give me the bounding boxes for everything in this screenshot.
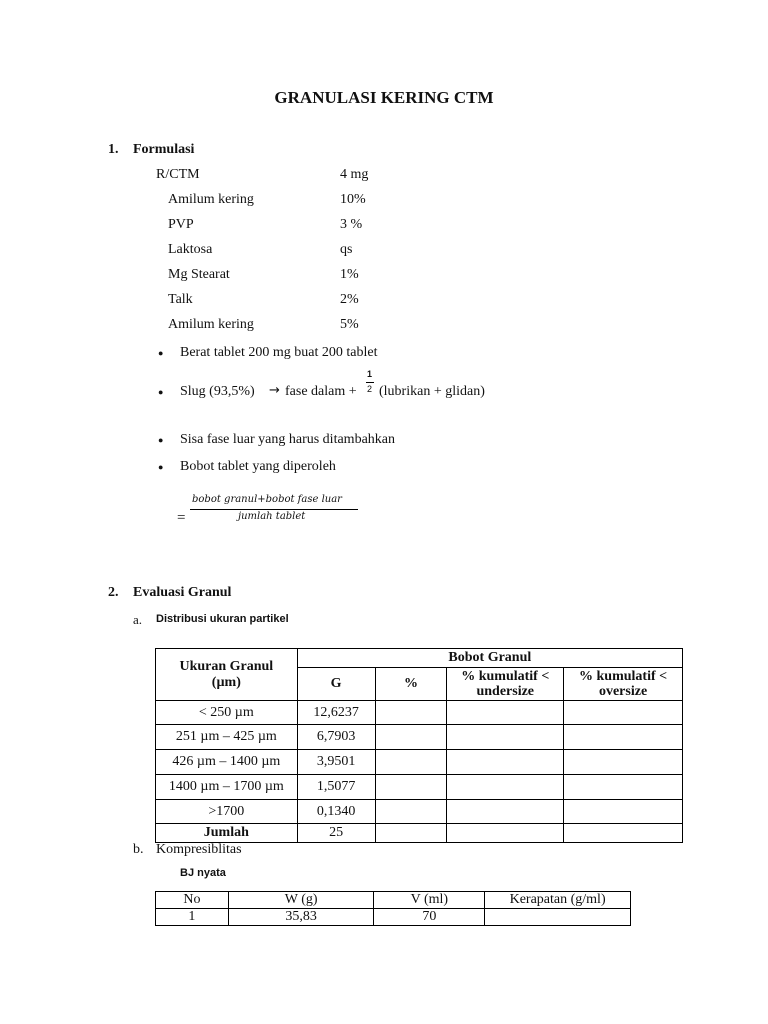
formula-fraction-line [190, 509, 358, 510]
formulation-item-name: Laktosa [168, 242, 213, 257]
cell-percent [375, 824, 447, 843]
cell-undersize [447, 725, 564, 750]
subsection-a-label: a. [133, 612, 143, 627]
header-over-line1: % kumulatif < [579, 669, 668, 684]
section-1-title: Formulasi [133, 142, 195, 157]
cell-oversize [564, 701, 683, 725]
header-over-line2: oversize [598, 684, 648, 699]
formulation-item-name: Amilum kering [168, 317, 254, 332]
formulation-item-value: 2% [340, 292, 359, 307]
cell-size: 426 µm – 1400 µm [156, 750, 298, 775]
header-density: Kerapatan (g/ml) [485, 892, 631, 909]
table-row [156, 909, 631, 926]
cell-size: >1700 [156, 800, 298, 824]
header-weight: W (g) [228, 892, 374, 909]
bj-nyata-label: BJ nyata [180, 867, 226, 879]
cell-undersize [447, 824, 564, 843]
formulation-item-value: 3 % [340, 217, 363, 232]
formulation-item-value: 1% [340, 267, 359, 282]
cell-g: 6,7903 [297, 725, 375, 750]
formulation-item-name: Amilum kering [168, 192, 254, 207]
formulation-item-name: PVP [168, 217, 194, 232]
table-row [156, 701, 683, 725]
fraction-denominator: 2 [367, 384, 373, 394]
header-under-line1: % kumulatif < [461, 669, 550, 684]
bullet-slug-post: (lubrikan + glidan) [379, 384, 485, 399]
cell-size: 251 µm – 425 µm [156, 725, 298, 750]
page-title: GRANULASI KERING CTM [274, 88, 494, 107]
fraction-numerator: 1 [367, 369, 373, 379]
formula-denominator: jumlah tablet [238, 511, 306, 522]
cell-oversize [564, 800, 683, 824]
cell-size: 1400 µm – 1700 µm [156, 775, 298, 800]
formulation-item-name: Mg Stearat [168, 267, 230, 282]
table-header-row [156, 892, 631, 909]
header-percent: % [375, 668, 447, 701]
cell-percent [375, 725, 447, 750]
bullet-slug-text: Slug (93,5%) [180, 384, 255, 399]
cell-undersize [447, 775, 564, 800]
cell-no: 1 [156, 909, 229, 926]
bullet-text: Sisa fase luar yang harus ditambahkan [180, 432, 395, 447]
cell-g: 1,5077 [297, 775, 375, 800]
header-g: G [297, 668, 375, 701]
compressibility-table [155, 891, 631, 926]
header-volume: V (ml) [374, 892, 485, 909]
cell-density [485, 909, 631, 926]
formulation-item-name: R/CTM [156, 167, 200, 182]
bullet-text: Bobot tablet yang diperoleh [180, 459, 336, 474]
header-size-line2: (µm) [211, 674, 241, 690]
header-size [156, 649, 298, 701]
bullet-icon: ● [158, 348, 164, 358]
cell-percent [375, 701, 447, 725]
bullet-icon: ● [158, 462, 164, 472]
cell-total-value: 25 [297, 824, 375, 843]
cell-undersize [447, 701, 564, 725]
formula-numerator: bobot granul+bobot fase luar [192, 494, 342, 505]
bullet-text: Berat tablet 200 mg buat 200 tablet [180, 345, 378, 360]
arrow-right-icon: → [269, 383, 280, 398]
formulation-item-value: qs [340, 242, 353, 257]
formulation-item-name: Talk [168, 292, 193, 307]
formulation-item-value: 10% [340, 192, 366, 207]
header-cumulative-undersize [447, 668, 564, 701]
cell-weight: 35,83 [228, 909, 374, 926]
cell-undersize [447, 800, 564, 824]
cell-undersize [447, 750, 564, 775]
section-2-number: 2. [108, 585, 119, 600]
subsection-b-title: Kompresiblitas [156, 842, 242, 857]
subsection-a-title: Distribusi ukuran partikel [156, 613, 289, 625]
table-row [156, 775, 683, 800]
cell-percent [375, 750, 447, 775]
cell-oversize [564, 725, 683, 750]
subsection-b-label: b. [133, 842, 144, 857]
cell-percent [375, 775, 447, 800]
table-row [156, 725, 683, 750]
header-cumulative-oversize [564, 668, 683, 701]
formula-equals: = [177, 510, 186, 526]
cell-g: 12,6237 [297, 701, 375, 725]
table-header-row [156, 649, 683, 668]
header-under-line2: undersize [476, 684, 535, 699]
cell-oversize [564, 750, 683, 775]
cell-g: 3,9501 [297, 750, 375, 775]
header-no: No [156, 892, 229, 909]
cell-oversize [564, 824, 683, 843]
cell-percent [375, 800, 447, 824]
section-1-number: 1. [108, 142, 119, 157]
cell-volume: 70 [374, 909, 485, 926]
cell-g: 0,1340 [297, 800, 375, 824]
header-group: Bobot Granul [297, 649, 682, 668]
table-row [156, 750, 683, 775]
cell-total-label: Jumlah [156, 824, 298, 843]
fraction-line [366, 382, 374, 383]
cell-size: < 250 µm [156, 701, 298, 725]
section-2-title: Evaluasi Granul [133, 585, 232, 600]
bullet-slug-mid: fase dalam + [285, 384, 357, 399]
formulation-item-value: 5% [340, 317, 359, 332]
header-size-line1: Ukuran Granul [179, 658, 274, 674]
table-row [156, 800, 683, 824]
particle-size-table [155, 648, 683, 843]
bullet-icon: ● [158, 387, 164, 397]
table-total-row [156, 824, 683, 843]
formulation-item-value: 4 mg [340, 167, 369, 182]
cell-oversize [564, 775, 683, 800]
bullet-icon: ● [158, 435, 164, 445]
